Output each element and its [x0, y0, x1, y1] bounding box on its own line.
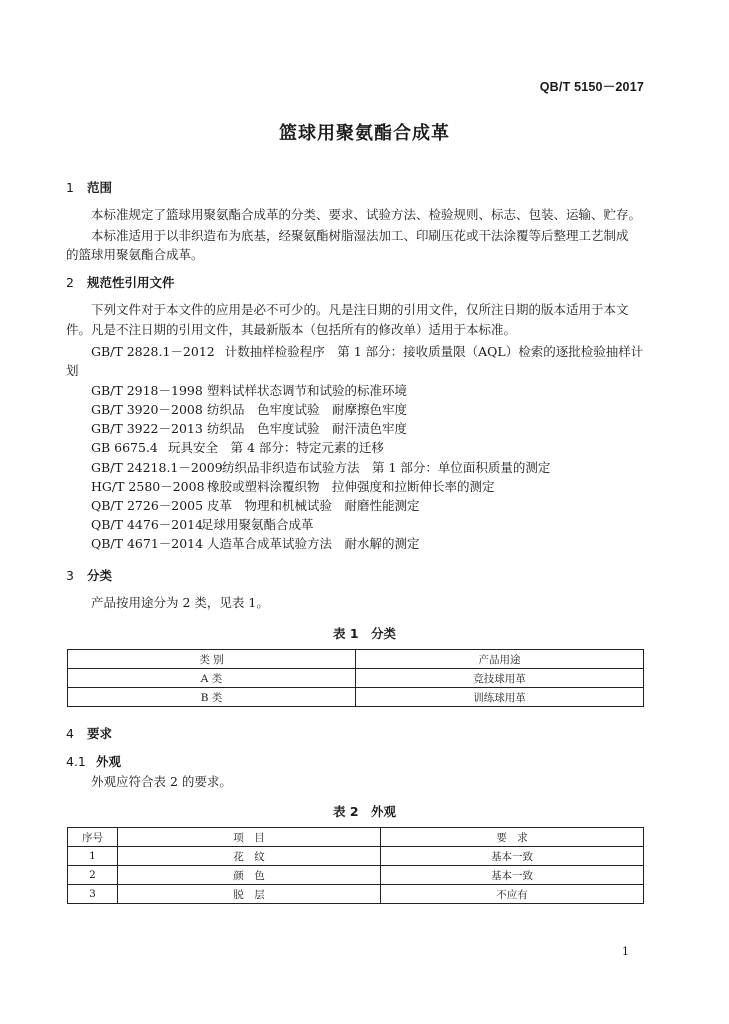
table-header-cell: 要 求 — [381, 828, 644, 847]
section-2-heading — [66, 273, 175, 291]
section-2-intro-cont: 件。凡是不注日期的引用文件，其最新版本（包括所有的修改单）适用于本标准。 — [66, 322, 517, 337]
reference-item: GB 6675.4 玩具安全 第 4 部分：特定元素的迁移 — [91, 440, 384, 455]
table-header-cell: 序号 — [68, 828, 118, 847]
table-header-cell: 项 目 — [118, 828, 381, 847]
reference-item: GB/T 2918－1998 塑料试样状态调节和试验的标准环境 — [91, 383, 408, 398]
section-3-heading — [66, 566, 112, 584]
table-row — [68, 866, 644, 885]
section-1-paragraph-1: 本标准规定了篮球用聚氨酯合成革的分类、要求、试验方法、检验规则、标志、包装、运输、贮存。 — [91, 207, 642, 222]
table-1-caption: 表 1 分类 — [332, 626, 397, 641]
section-number: 4 — [66, 726, 74, 741]
section-title: 范围 — [87, 180, 113, 195]
table-header-cell: 产品用途 — [356, 650, 644, 669]
section-title: 要求 — [87, 726, 113, 741]
table-row — [68, 669, 644, 688]
section-title: 分类 — [87, 568, 113, 583]
section-1-paragraph-2: 本标准适用于以非织造布为底基，经聚氨酯树脂湿法加工、印刷压花或干法涂覆等后整理工艺制成 — [91, 228, 629, 243]
table-cell: 3 — [68, 885, 118, 904]
reference-item: GB/T 3920－2008 纺织品 色牢度试验 耐摩擦色牢度 — [91, 402, 408, 417]
reference-item: GB/T 24218.1－2009纺织品非织造布试验方法 第 1 部分：单位面积质量的测定 — [91, 460, 551, 475]
table-row — [68, 847, 644, 866]
subsection-title: 外观 — [96, 754, 122, 769]
table-cell: B 类 — [68, 688, 356, 707]
reference-item: QB/T 4476－2014足球用聚氨酯合成革 — [91, 517, 314, 532]
table-row — [68, 885, 644, 904]
document-title: 篮球用聚氨酯合成革 — [279, 123, 450, 144]
section-1-heading — [66, 178, 112, 196]
table-cell: 颜 色 — [118, 866, 381, 885]
table-header-row — [68, 650, 644, 669]
table-cell: 训练球用革 — [356, 688, 644, 707]
section-1-paragraph-2-cont: 的篮球用聚氨酯合成革。 — [66, 247, 204, 262]
table-cell: 竞技球用革 — [356, 669, 644, 688]
section-number: 1 — [66, 180, 74, 195]
table-2-caption: 表 2 外观 — [332, 804, 397, 819]
table-cell: 1 — [68, 847, 118, 866]
subsection-4-1-heading — [66, 752, 121, 770]
reference-item: HG/T 2580－2008 橡胶或塑料涂覆织物 拉伸强度和拉断伸长率的测定 — [91, 479, 495, 494]
section-3-paragraph: 产品按用途分为 2 类，见表 1。 — [91, 595, 269, 610]
table-header-row — [68, 828, 644, 847]
table-cell: 2 — [68, 866, 118, 885]
section-number: 3 — [66, 568, 74, 583]
table-cell: 脱 层 — [118, 885, 381, 904]
table-header-cell: 类 别 — [68, 650, 356, 669]
table-cell: 花 纹 — [118, 847, 381, 866]
table-2 — [67, 827, 644, 904]
section-4-paragraph: 外观应符合表 2 的要求。 — [91, 774, 232, 789]
table-cell: A 类 — [68, 669, 356, 688]
table-1 — [67, 649, 644, 707]
reference-item-cont: 划 — [66, 363, 79, 378]
page-number: 1 — [622, 945, 629, 958]
table-row — [68, 688, 644, 707]
table-cell: 不应有 — [381, 885, 644, 904]
table-cell: 基本一致 — [381, 866, 644, 885]
section-4-heading — [66, 724, 112, 742]
reference-item: QB/T 4671－2014 人造革合成革试验方法 耐水解的测定 — [91, 536, 420, 551]
standard-code: QB/T 5150－2017 — [539, 80, 644, 94]
table-cell: 基本一致 — [381, 847, 644, 866]
reference-item: GB/T 2828.1－2012 计数抽样检验程序 第 1 部分：接收质量限（AQL）检索的逐批检验抽样计 — [91, 344, 644, 359]
section-title: 规范性引用文件 — [87, 275, 175, 290]
reference-item: GB/T 3922－2013 纺织品 色牢度试验 耐汗渍色牢度 — [91, 421, 408, 436]
reference-item: QB/T 2726－2005 皮革 物理和机械试验 耐磨性能测定 — [91, 498, 420, 513]
section-2-intro: 下列文件对于本文件的应用是必不可少的。凡是注日期的引用文件，仅所注日期的版本适用于本文 — [91, 302, 629, 317]
subsection-number: 4.1 — [66, 754, 86, 769]
section-number: 2 — [66, 275, 74, 290]
